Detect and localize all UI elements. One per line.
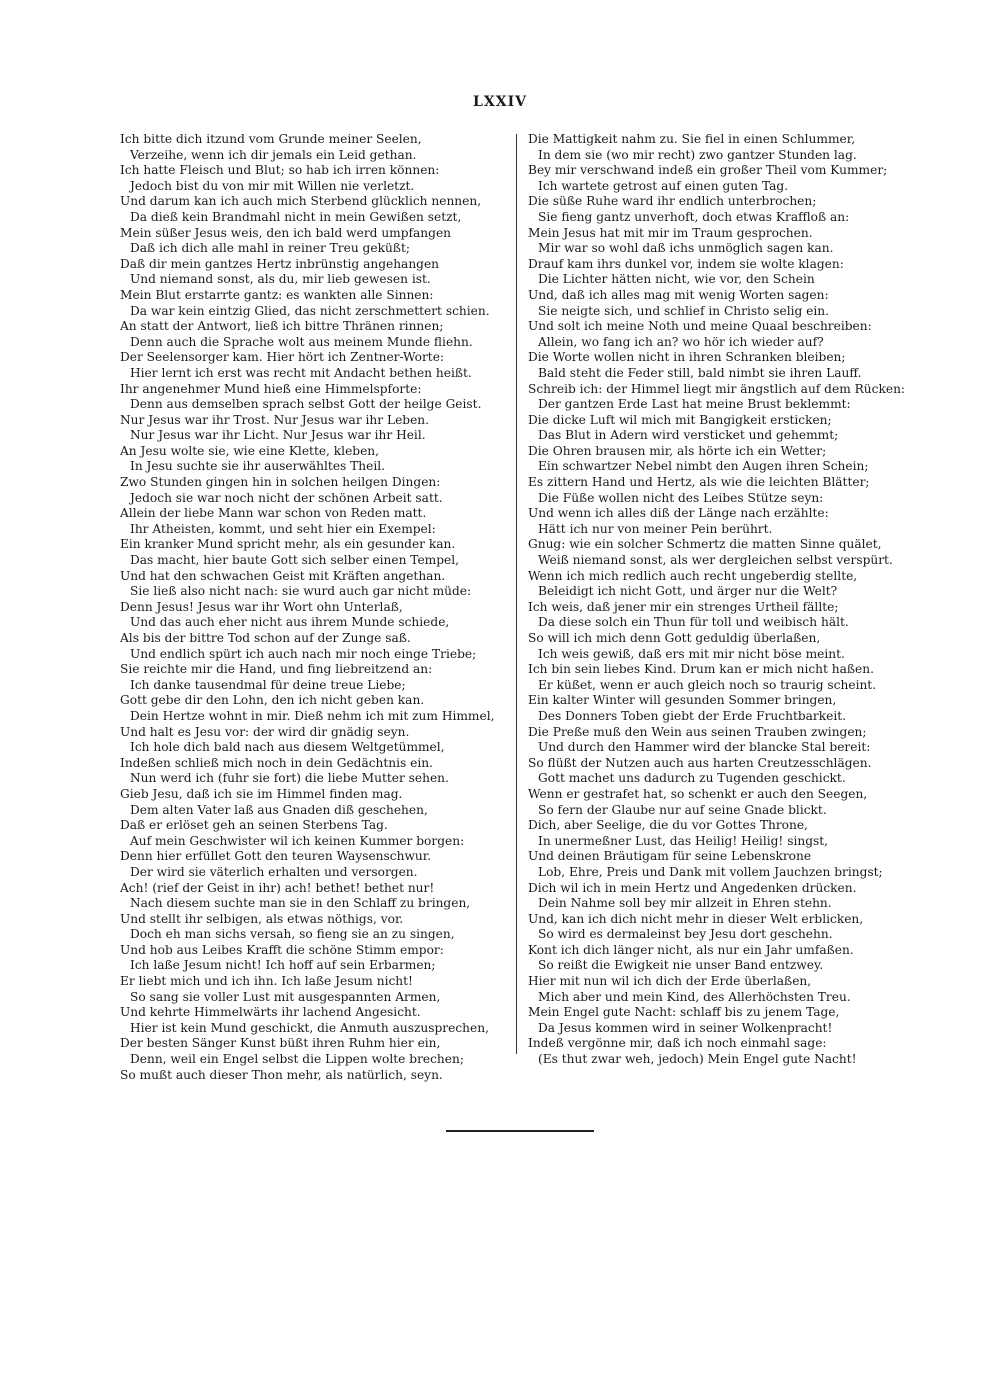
verse-line: Die Lichter hätten nicht, wie vor, den Schein bbox=[538, 272, 815, 287]
verse-line: Die süße Ruhe ward ihr endlich unterbrochen; bbox=[528, 194, 817, 209]
verse-line: Ich laße Jesum nicht! Ich hoff auf sein Erbarmen; bbox=[130, 958, 436, 973]
verse-line: Und wenn ich alles diß der Länge nach erzählte: bbox=[528, 506, 829, 521]
left-column bbox=[120, 132, 505, 1083]
verse-line: Nun werd ich (fuhr sie fort) die liebe Mutter sehen. bbox=[130, 771, 449, 786]
verse-line: Ich wartete getrost auf einen guten Tag. bbox=[538, 178, 789, 193]
verse-line: Mein süßer Jesus weis, den ich bald werd umpfangen bbox=[120, 225, 452, 240]
verse-line: Und kehrte Himmelwärts ihr lachend Angesicht. bbox=[120, 1005, 421, 1020]
verse-line: Der Seelensorger kam. Hier hört ich Zentner-Worte: bbox=[120, 350, 445, 365]
verse-line: Dich wil ich in mein Hertz und Angedenken drücken. bbox=[528, 880, 857, 895]
verse-line: Jedoch sie war noch nicht der schönen Arbeit satt. bbox=[130, 490, 443, 505]
verse-line: So fern der Glaube nur auf seine Gnade blickt. bbox=[538, 802, 827, 817]
verse-line: Bey mir verschwand indeß ein großer Theil vom Kummer; bbox=[528, 163, 888, 178]
verse-line: Mein Engel gute Nacht: schlaff bis zu jenem Tage, bbox=[528, 1005, 840, 1020]
verse-line: Ich weis, daß jener mir ein strenges Urtheil fällte; bbox=[528, 599, 839, 614]
verse-line: Da war kein eintzig Glied, das nicht zerschmettert schien. bbox=[130, 303, 490, 318]
verse-line: Und durch den Hammer wird der blancke Stal bereit: bbox=[538, 740, 871, 755]
verse-line: So wird es dermaleinst bey Jesu dort geschehn. bbox=[538, 927, 833, 942]
verse-line: Ich bin sein liebes Kind. Drum kan er mich nicht haßen. bbox=[528, 662, 874, 677]
verse-line: So reißt die Ewigkeit nie unser Band entzwey. bbox=[538, 958, 824, 973]
verse-line: Schreib ich: der Himmel liegt mir ängstlich auf dem Rücken: bbox=[528, 381, 906, 396]
verse-line: Da Jesus kommen wird in seiner Wolkenpracht! bbox=[538, 1020, 833, 1035]
verse-line: Hätt ich nur von meiner Pein berührt. bbox=[538, 521, 773, 536]
verse-line: Daß ich dich alle mahl in reiner Treu geküßt; bbox=[130, 241, 410, 256]
verse-line: Gott gebe dir den Lohn, den ich nicht geben kan. bbox=[120, 693, 425, 708]
verse-line: Er küßet, wenn er auch gleich noch so traurig scheint. bbox=[538, 677, 877, 692]
verse-line: So flüßt der Nutzen auch aus harten Creutzesschlägen. bbox=[528, 755, 872, 770]
verse-line: Der besten Sänger Kunst büßt ihren Ruhm hier ein, bbox=[120, 1036, 441, 1051]
verse-line: Die dicke Luft wil mich mit Bangigkeit ersticken; bbox=[528, 412, 832, 427]
verse-line: Sie fieng gantz unverhoft, doch etwas Kraffloß an: bbox=[538, 209, 850, 224]
column-divider bbox=[516, 134, 517, 1054]
verse-line: Es zittern Hand und Hertz, als wie die leichten Blätter; bbox=[528, 475, 870, 490]
verse-line: Gieb Jesu, daß ich sie im Himmel finden mag. bbox=[120, 786, 403, 801]
verse-line: Und hob aus Leibes Krafft die schöne Stimm empor: bbox=[120, 942, 444, 957]
verse-line: Des Donners Toben giebt der Erde Fruchtbarkeit. bbox=[538, 708, 847, 723]
verse-line: Hier ist kein Mund geschickt, die Anmuth auszusprechen, bbox=[130, 1020, 489, 1035]
verse-line: In unermeßner Lust, das Heilig! Heilig! singst, bbox=[538, 833, 829, 848]
verse-line: Ich weis gewiß, daß ers mit mir nicht böse meint. bbox=[538, 646, 845, 661]
verse-line: Da dieß kein Brandmahl nicht in mein Gewißen setzt, bbox=[130, 209, 462, 224]
verse-line: Ihr angenehmer Mund hieß eine Himmelspforte: bbox=[120, 381, 422, 396]
verse-line: Wenn ich mich redlich auch recht ungeberdig stellte, bbox=[528, 568, 858, 583]
verse-line: Zwo Stunden gingen hin in solchen heilgen Dingen: bbox=[120, 475, 441, 490]
verse-line: Dich, aber Seelige, die du vor Gottes Throne, bbox=[528, 818, 808, 833]
verse-line: Der gantzen Erde Last hat meine Brust beklemmt: bbox=[538, 397, 851, 412]
verse-line: Gott machet uns dadurch zu Tugenden geschickt. bbox=[538, 771, 846, 786]
verse-line: Indeßen schließ mich noch in dein Gedächtnis ein. bbox=[120, 755, 434, 770]
verse-line: Nach diesem suchte man sie in den Schlaff zu bringen, bbox=[130, 896, 471, 911]
verse-line: Auf mein Geschwister wil ich keinen Kummer borgen: bbox=[130, 833, 465, 848]
verse-line: Allein, wo fang ich an? wo hör ich wieder auf? bbox=[538, 334, 824, 349]
verse-line: Und halt es Jesu vor: der wird dir gnädig seyn. bbox=[120, 724, 410, 739]
verse-line: Allein der liebe Mann war schon von Reden matt. bbox=[120, 506, 427, 521]
verse-line: Hier mit nun wil ich dich der Erde überlaßen, bbox=[528, 974, 812, 989]
verse-line: Die Ohren brausen mir, als hörte ich ein Wetter; bbox=[528, 443, 827, 458]
verse-line: Mein Jesus hat mit mir im Traum gesprochen. bbox=[528, 225, 813, 240]
verse-line: Die Mattigkeit nahm zu. Sie fiel in einen Schlummer, bbox=[528, 132, 856, 146]
verse-line: Doch eh man sichs versah, so fieng sie an zu singen, bbox=[130, 927, 455, 942]
verse-line: Das macht, hier baute Gott sich selber einen Tempel, bbox=[130, 553, 460, 568]
verse-line: Und, daß ich alles mag mit wenig Worten sagen: bbox=[528, 287, 829, 302]
verse-line: Ich hole dich bald nach aus diesem Weltgetümmel, bbox=[130, 740, 445, 755]
verse-line: Verzeihe, wenn ich dir jemals ein Leid gethan. bbox=[130, 147, 417, 162]
verse-line: Und niemand sonst, als du, mir lieb gewesen ist. bbox=[130, 272, 431, 287]
page-number: LXXIV bbox=[473, 94, 527, 110]
verse-line: Lob, Ehre, Preis und Dank mit vollem Jauchzen bringst; bbox=[538, 864, 883, 879]
verse-line: Die Worte wollen nicht in ihren Schranken bleiben; bbox=[528, 350, 846, 365]
verse-line: Nur Jesus war ihr Trost. Nur Jesus war ihr Leben. bbox=[120, 412, 430, 427]
verse-line: Und deinen Bräutigam für seine Lebenskrone bbox=[528, 849, 812, 864]
verse-line: Die Füße wollen nicht des Leibes Stütze seyn: bbox=[538, 490, 824, 505]
verse-line: So mußt auch dieser Thon mehr, als natürlich, seyn. bbox=[120, 1067, 443, 1082]
verse-line: Jedoch bist du von mir mit Willen nie verletzt. bbox=[130, 178, 415, 193]
closing-rule bbox=[446, 1130, 594, 1132]
verse-line: Sie reichte mir die Hand, und fing liebreitzend an: bbox=[120, 662, 433, 677]
verse-line: Ein schwartzer Nebel nimbt den Augen ihren Schein; bbox=[538, 459, 869, 474]
verse-line: Als bis der bittre Tod schon auf der Zunge saß. bbox=[120, 631, 411, 645]
verse-line: Sie neigte sich, und schlief in Christo selig ein. bbox=[538, 303, 830, 318]
verse-line: Und das auch eher nicht aus ihrem Munde schiede, bbox=[130, 615, 450, 630]
verse-line: Wenn er gestrafet hat, so schenkt er auch den Seegen, bbox=[528, 786, 868, 801]
verse-line: Und hat den schwachen Geist mit Kräften angethan. bbox=[120, 568, 446, 583]
verse-line: Dem alten Vater laß aus Gnaden diß geschehen, bbox=[130, 802, 428, 817]
verse-line: Denn, weil ein Engel selbst die Lippen wolte brechen; bbox=[130, 1052, 464, 1067]
verse-line: Und solt ich meine Noth und meine Quaal beschreiben: bbox=[528, 319, 872, 334]
verse-line: Dein Nahme soll bey mir allzeit in Ehren stehn. bbox=[538, 896, 832, 911]
verse-line: Ich danke tausendmal für deine treue Liebe; bbox=[130, 677, 406, 692]
verse-line: Ein kranker Mund spricht mehr, als ein gesunder kan. bbox=[120, 537, 456, 552]
verse-line: Denn Jesus! Jesus war ihr Wort ohn Unterlaß, bbox=[120, 599, 403, 614]
verse-line: Hier lernt ich erst was recht mit Andacht bethen heißt. bbox=[130, 365, 472, 380]
verse-line: Nur Jesus war ihr Licht. Nur Jesus war ihr Heil. bbox=[130, 428, 426, 443]
verse-line: Denn hier erfüllet Gott den teuren Waysenschwur. bbox=[120, 849, 432, 864]
verse-line: Bald steht die Feder still, bald nimbt sie ihren Lauff. bbox=[538, 365, 862, 380]
verse-line: So sang sie voller Lust mit ausgespannten Armen, bbox=[130, 989, 441, 1004]
verse-line: In dem sie (wo mir recht) zwo gantzer Stunden lag. bbox=[538, 147, 857, 162]
verse-line: Denn auch die Sprache wolt aus meinem Munde fliehn. bbox=[130, 334, 473, 349]
verse-line: Da diese solch ein Thun für toll und weibisch hält. bbox=[538, 615, 849, 630]
verse-line: Gnug: wie ein solcher Schmertz die matten Sinne quälet, bbox=[528, 537, 882, 552]
verse-line: Mich aber und mein Kind, des Allerhöchsten Treu. bbox=[538, 989, 851, 1004]
verse-line: Sie ließ also nicht nach: sie wurd auch gar nicht müde: bbox=[130, 584, 472, 599]
verse-line: Drauf kam ihrs dunkel vor, indem sie wolte klagen: bbox=[528, 256, 844, 271]
verse-line: Das Blut in Adern wird versticket und gehemmt; bbox=[538, 428, 839, 443]
right-column bbox=[528, 132, 923, 1068]
verse-line: Die Preße muß den Wein aus seinen Trauben zwingen; bbox=[528, 724, 867, 739]
verse-line: Und endlich spürt ich auch nach mir noch einge Triebe; bbox=[130, 646, 477, 661]
verse-line: Ach! (rief der Geist in ihr) ach! bethet! bethet nur! bbox=[120, 880, 435, 895]
verse-line: Indeß vergönne mir, daß ich noch einmahl sage: bbox=[528, 1036, 827, 1051]
verse-line: So will ich mich denn Gott geduldig überlaßen, bbox=[528, 631, 821, 645]
verse-line: Beleidigt ich nicht Gott, und ärger nur die Welt? bbox=[538, 584, 838, 599]
verse-line: Ich hatte Fleisch und Blut; so hab ich irren können: bbox=[120, 163, 440, 178]
verse-line: Und darum kan ich auch mich Sterbend glücklich nennen, bbox=[120, 194, 482, 209]
verse-line: Mir war so wohl daß ichs unmöglich sagen kan. bbox=[538, 241, 834, 256]
verse-line: Und stellt ihr selbigen, als etwas nöthigs, vor. bbox=[120, 911, 404, 926]
verse-line: Mein Blut erstarrte gantz: es wankten alle Sinnen: bbox=[120, 287, 434, 302]
verse-line: (Es thut zwar weh, jedoch) Mein Engel gute Nacht! bbox=[538, 1052, 857, 1067]
verse-line: Daß dir mein gantzes Hertz inbrünstig angehangen bbox=[120, 256, 440, 271]
verse-line: Ich bitte dich itzund vom Grunde meiner Seelen, bbox=[120, 132, 422, 146]
verse-line: Der wird sie väterlich erhalten und versorgen. bbox=[130, 864, 418, 879]
verse-line: In Jesu suchte sie ihr auserwähltes Theil. bbox=[130, 459, 386, 474]
verse-line: An statt der Antwort, ließ ich bittre Thränen rinnen; bbox=[120, 319, 444, 334]
verse-line: Daß er erlöset geh an seinen Sterbens Tag. bbox=[120, 818, 388, 833]
verse-line: Ihr Atheisten, kommt, und seht hier ein Exempel: bbox=[130, 521, 436, 536]
verse-line: Dein Hertze wohnt in mir. Dieß nehm ich mit zum Himmel, bbox=[130, 708, 495, 723]
verse-line: Und, kan ich dich nicht mehr in dieser Welt erblicken, bbox=[528, 911, 864, 926]
verse-line: Weiß niemand sonst, als wer dergleichen selbst verspürt. bbox=[538, 553, 893, 568]
verse-line: Ein kalter Winter will gesunden Sommer bringen, bbox=[528, 693, 837, 708]
verse-line: An Jesu wolte sie, wie eine Klette, kleben, bbox=[120, 443, 380, 458]
verse-line: Kont ich dich länger nicht, als nur ein Jahr umfaßen. bbox=[528, 942, 854, 957]
verse-line: Denn aus demselben sprach selbst Gott der heilge Geist. bbox=[130, 397, 482, 412]
verse-line: Er liebt mich und ich ihn. Ich laße Jesum nicht! bbox=[120, 974, 413, 989]
